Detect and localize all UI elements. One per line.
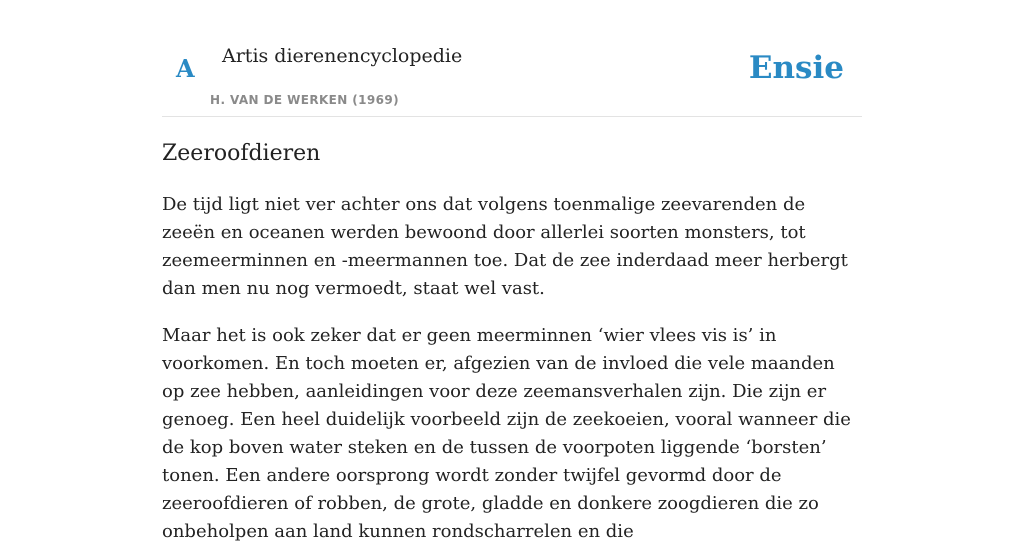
article-title: Zeeroofdieren xyxy=(162,141,321,166)
source-title[interactable]: Artis dierenencyclopedie xyxy=(222,45,463,67)
article xyxy=(162,138,862,546)
article-paragraph: Maar het is ook zeker dat er geen meerminnen ‘wier vlees vis is’ in voorkomen. En toch moeten er, afgezien van de invloed die vele maanden op zee hebben, aanleidingen voor deze zeemansverhalen zijn. Die zijn er genoeg. Een heel duidelijk voorbeeld zijn de zeekoeien, vooral wanneer die de kop boven water steken en de tussen de voorpoten liggende ‘borsten’ tonen. Een andere oorsprong wordt zonder twijfel gevormd door de zeeroofdieren of robben, de grote, gladde en donkere zoogdieren die zo onbeholpen aan land kunnen rondscharrelen en die xyxy=(162,325,851,542)
ensie-logo[interactable]: Ensie xyxy=(748,50,844,86)
letter-index-link[interactable]: A xyxy=(176,54,195,83)
source-header xyxy=(162,0,862,117)
source-author: H. VAN DE WERKEN (1969) xyxy=(210,93,400,107)
article-paragraph: De tijd ligt niet ver achter ons dat volgens toenmalige zeevarenden de zeeën en oceanen werden bewoond door allerlei soorten monsters, tot zeemeerminnen en -meermannen toe. Dat de zee inderdaad meer herbergt dan men nu nog vermoedt, staat wel vast. xyxy=(162,194,848,299)
